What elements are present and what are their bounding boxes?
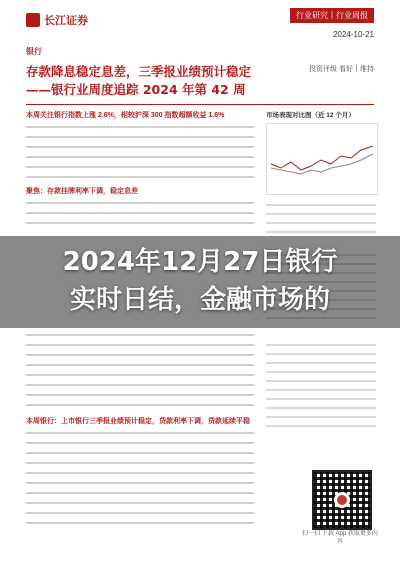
- section-heading-2: 聚焦：存款挂牌利率下调，稳定息差: [26, 188, 138, 195]
- report-subtitle: ——银行业周度追踪 2024 年第 42 周: [26, 82, 246, 97]
- section-body-2: [26, 198, 254, 228]
- qr-caption: 扫一扫 下载 App 获取更多内容: [302, 531, 378, 545]
- section-heading-3: 本周银行：上市银行三季报业绩预计稳定，贷款利率下调，贷款延续平稳: [26, 418, 250, 425]
- series-line-1: [271, 146, 373, 170]
- qr-logo-icon: [334, 492, 350, 508]
- report-header: [0, 0, 400, 52]
- report-title: 存款降息稳定息差，三季报业绩预计稳定: [26, 64, 252, 79]
- sidebar-text-3: [266, 340, 376, 430]
- section-heading-1: 本周关注银行指数上涨 2.6%，相较沪深 300 指数超额收益 1.6%: [26, 112, 225, 119]
- report-date: 2024-10-21: [333, 30, 374, 39]
- chart-title: 市场表现对比图（近 12 个月）: [266, 112, 355, 119]
- section-body-1: [26, 122, 254, 182]
- section-body-3: [26, 330, 254, 410]
- headline-line-1: 2024年12月27日银行: [62, 247, 338, 277]
- rating-block: [309, 64, 374, 76]
- logo-icon: [26, 13, 40, 27]
- logo-text: 长江证券: [44, 14, 88, 27]
- headline-line-2: 实时日结，金融市场的: [69, 285, 330, 315]
- performance-chart-svg: [267, 124, 377, 194]
- title-divider: [26, 104, 374, 105]
- sidebar-text-1: [266, 200, 376, 236]
- performance-chart: [266, 123, 378, 195]
- market-performance-panel: [266, 110, 376, 195]
- section-body-4: [26, 428, 254, 528]
- report-type-badge: 行业研究丨行业周报: [290, 8, 374, 23]
- rating-line: 投资评级 看好丨维持: [309, 66, 374, 73]
- sector-tag: 银行: [26, 47, 42, 56]
- qr-code[interactable]: [312, 470, 372, 530]
- brand-logo: [26, 10, 88, 30]
- series-line-2: [271, 154, 373, 174]
